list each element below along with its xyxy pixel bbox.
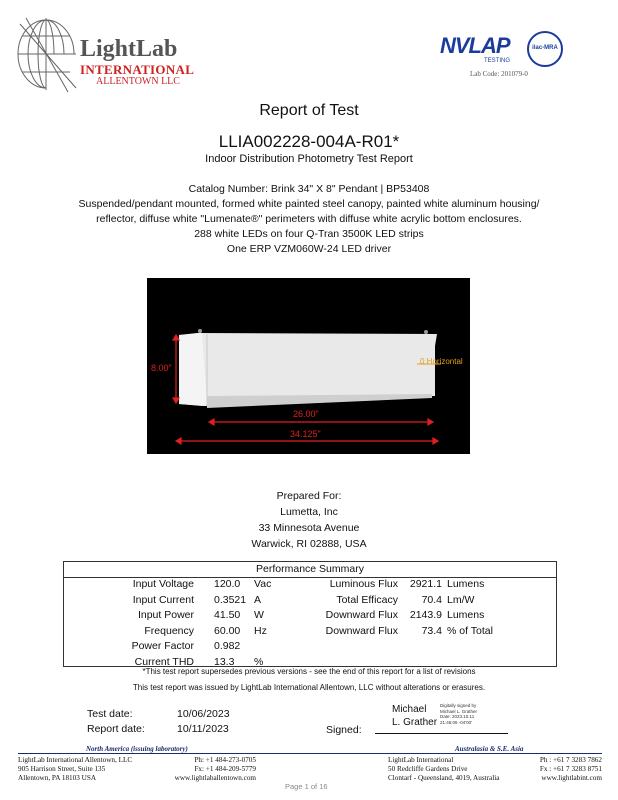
na-phone: Ph: +1 484-273-0705 [194,756,256,764]
perf-unit: A [254,593,262,606]
footer-north-america [18,756,132,783]
description-line-3: 288 white LEDs on four Q-Tran 3500K LED strips [194,228,424,240]
company-name: LightLab [80,36,178,62]
perf-value: 0.3521 [214,593,247,606]
lab-code: Lab Code: 201079-0 [470,70,528,78]
na-website-link[interactable]: www.lightlaballentown.com [174,774,256,782]
digital-signature-line-1: Digitally signed by [440,703,477,708]
report-type: Indoor Distribution Photometry Test Report [205,153,413,165]
perf-unit: Vac [254,578,272,590]
perf-unit: Lumens [447,578,485,590]
au-website-link[interactable]: www.lightlabint.com [541,774,602,782]
ilac-mra-logo [527,31,563,67]
perf-label: Total Efficacy [336,593,398,606]
performance-summary-title: Performance Summary [64,562,556,578]
company-subtitle: INTERNATIONAL [80,62,195,77]
footer-north-america-contact [160,756,256,783]
digital-signature-details [440,703,477,725]
description-line-4: One ERP VZM060W-24 LED driver [226,243,392,255]
signer-first-name: Michael [392,704,427,715]
perf-value: 41.50 [214,609,241,622]
perf-label: Power Factor [131,640,194,653]
ilac-mra-text: ilac-MRA [532,45,558,51]
signed-label: Signed: [326,724,362,736]
au-fax: Fx : +61 7 3283 8751 [539,765,602,773]
digital-signature [375,700,510,736]
perf-label: Frequency [144,624,194,637]
perf-value: 73.4 [421,624,442,637]
test-date-value: 10/06/2023 [177,708,230,720]
perf-unit: % of Total [447,624,493,637]
horizontal-label: 0 Horizontal [420,357,463,366]
perf-value: 2143.9 [409,609,442,622]
au-phone: Ph : +61 7 3283 7862 [539,756,602,764]
description-line-2: reflector, diffuse white "Lumenate®" perimeters with diffuse white acrylic bottom enclosures. [96,213,522,225]
perf-value: 70.4 [421,593,442,606]
digital-signature-line-4: 21:46:06 -04'00' [440,719,472,725]
north-america-region: North America (issuing laboratory) [86,745,188,753]
report-date-label: Report date: [87,723,145,735]
product-description [0,182,618,257]
au-city: Clontarf - Queensland, 4019, Australia [388,774,500,782]
footer-australasia [388,756,499,783]
luminaire-drawing [147,278,470,454]
na-city: Allentown, PA 18103 USA [18,774,97,782]
report-number: LLIA002228-004A-R01* [218,132,400,151]
perf-label: Input Voltage [132,578,194,590]
performance-summary-table [63,561,557,667]
perf-unit: Lumens [447,609,485,622]
perf-label: Current THD [134,656,194,668]
test-date-label: Test date: [87,708,133,720]
perf-label: Downward Flux [325,624,398,637]
na-company: LightLab International Allentown, LLC [18,756,133,764]
perf-unit: % [254,656,264,668]
perf-value: 2921.1 [409,578,442,590]
client-street: 33 Minnesota Avenue [258,522,360,534]
prepared-for-heading: Prepared For: [276,490,342,502]
footer-divider [18,753,602,754]
nvlap-text: NVLAP [440,33,510,58]
issued-note: This test report was issued by LightLab International Allentown, LLC without alterations or erasures. [132,683,486,692]
description-line-1: Suspended/pendant mounted, formed white painted steel canopy, painted white aluminum housing/ [78,198,540,210]
perf-unit: Lm/W [447,593,475,606]
au-street: 50 Redcliffe Gardens Drive [388,765,468,773]
client-name: Lumetta, Inc [280,506,338,518]
nvlap-logo [440,33,530,67]
signature-line [375,733,508,734]
report-title: Report of Test [259,102,359,119]
perf-label: Input Power [137,609,194,622]
outer-width-label: 34.125" [290,429,321,439]
perf-value: 13.3 [214,656,235,668]
digital-signature-line-2: Michael L. Grather [440,708,478,714]
signer-last-name: L. Grather [392,717,438,728]
australasia-region: Australasia & S.E. Asia [455,745,524,753]
perf-label: Input Current [132,593,194,606]
perf-value: 120.0 [214,578,241,590]
perf-value: 0.982 [214,640,241,653]
page-number: Page 1 of 16 [285,782,328,791]
perf-label: Downward Flux [325,609,398,622]
perf-unit: Hz [254,624,267,637]
catalog-number: Catalog Number: Brink 34" X 8" Pendant | BP53408 [188,183,430,195]
inner-width-label: 26.00" [293,409,319,419]
product-photo [147,278,470,454]
perf-label: Luminous Flux [329,578,398,590]
digital-signature-line-3: Date: 2023.10.11 [440,714,475,719]
height-dimension-label: 8.00" [151,363,172,373]
na-fax: Fx: +1 484-209-5779 [194,765,256,773]
company-city: ALLENTOWN LLC [96,76,180,87]
client-city: Warwick, RI 02888, USA [251,538,367,550]
footer-australasia-contact [512,756,602,783]
na-street: 905 Harrison Street, Suite 135 [18,765,106,773]
perf-value: 60.00 [214,624,241,637]
supersede-note: *This test report supersedes previous versions - see the end of this report for a list of revisions [142,667,476,676]
prepared-for [0,488,618,552]
nvlap-testing: TESTING [484,58,511,64]
report-date-value: 10/11/2023 [177,723,229,735]
lightlab-globe-logo [16,14,82,94]
perf-unit: W [254,609,264,622]
au-company: LightLab International [388,756,454,764]
